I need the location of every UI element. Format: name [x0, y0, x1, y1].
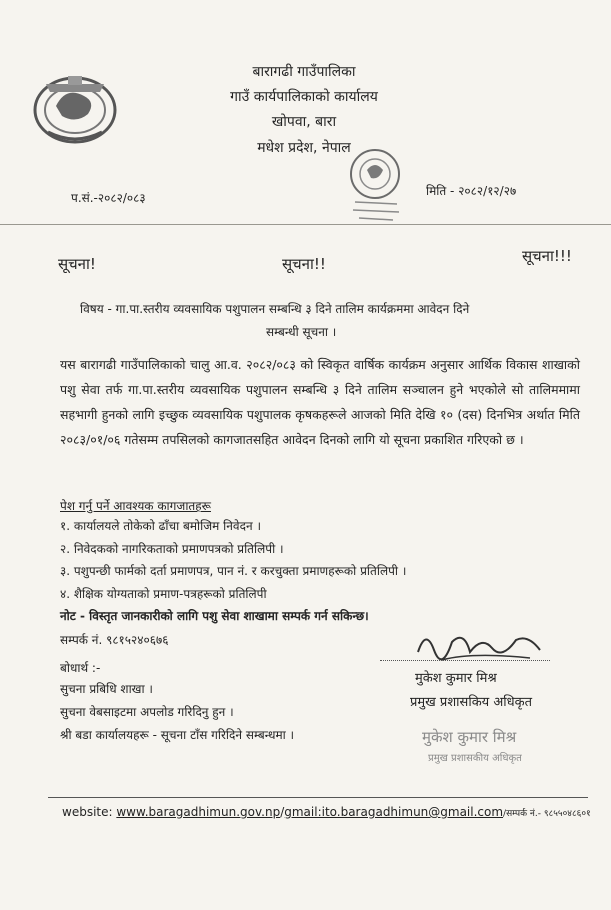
documents-heading: पेश गर्नु पर्ने आवश्यक कागजातहरू [60, 499, 211, 513]
cc-item-1: सुचना प्रबिधि शाखा । [60, 682, 153, 696]
municipality-emblem-icon [26, 66, 124, 148]
letter-date: मिति - २०८२/१२/२७ [426, 184, 517, 198]
office-name: गाउँ कार्यपालिकाको कार्यालय [230, 89, 378, 105]
name-stamp: मुकेश कुमार मिश्र [422, 728, 517, 746]
contact-number: सम्पर्क नं. ९८१५२४०६७६ [60, 633, 169, 647]
signatory-title: प्रमुख प्रशासकिय अधिकृत [410, 695, 533, 710]
office-stamp-icon [345, 146, 407, 222]
cc-item-2: सुचना वेबसाइटमा अपलोड गरिदिनु हुन । [60, 705, 234, 719]
cc-item-3: श्री बडा कार्यालयहरू - सूचना टाँस गरिदिने सम्बन्धमा । [60, 728, 295, 742]
footer-divider [48, 797, 588, 798]
letter-number: प.सं.-२०८२/०८३ [71, 191, 146, 205]
document-item-3: ३. पशुपन्छी फार्मको दर्ता प्रमाणपत्र, पान नं. र करचुक्ता प्रमाणहरूको प्रतिलिपी । [60, 564, 407, 578]
title-stamp: प्रमुख प्रशासकीय अधिकृत [428, 753, 522, 764]
signature-line [380, 660, 550, 661]
footer-separator: / [280, 805, 285, 819]
header-divider [0, 224, 611, 225]
cc-label: बोधार्थ :- [60, 661, 101, 675]
footer-bar [62, 805, 591, 819]
note-line: नोट - विस्तृत जानकारीको लागि पशु सेवा शाखामा सम्पर्क गर्न सकिन्छ। [60, 609, 369, 623]
notice-title-3: सूचना!!! [522, 247, 572, 265]
municipality-name: बारागढी गाउँपालिका [252, 64, 356, 80]
document-item-2: २. निवेदकको नागरिकताको प्रमाणपत्रको प्रतिलिपी । [60, 542, 284, 556]
email-link[interactable]: gmail:ito.baragadhimun@gmail.com [284, 805, 504, 819]
document-item-4: ४. शैक्षिक योग्यताको प्रमाण-पत्रहरूको प्रतिलिपी [60, 587, 267, 601]
address-line-1: खोपवा, बारा [271, 114, 337, 130]
address-line-2: मधेश प्रदेश, नेपाल [257, 140, 351, 156]
website-link[interactable]: www.baragadhimun.gov.np [116, 805, 281, 819]
body-paragraph: यस बारागढी गाउँपालिकाको चालु आ.व. २०८२/०८३ को स्विकृत वार्षिक कार्यक्रम अनुसार आर्थिक विकास शाखाको पशु सेवा तर्फ गा.पा.स्तरीय व्यवसायिक पशुपालन सम्बन्धि ३ दिने तालिम सञ्चालन हुने भएकोले सो तालिममामा सहभागी हुनको लागि इच्छुक व्यवसायिक पशुपालक कृषकहरूले आजको मिति देखि १० (दस) दिनभित्र अर्थात मिति २०८३/०१/०६ गतेसम्म तपसिलको कागजातसहित आवेदन दिनको लागि यो सूचना प्रकाशित गरिएको छ । [60, 357, 580, 447]
notice-title-1: सूचना! [58, 255, 96, 273]
signatory-name: मुकेश कुमार मिश्र [415, 671, 497, 686]
subject-line-1: विषय - गा.पा.स्तरीय व्यवसायिक पशुपालन सम्बन्धि ३ दिने तालिम कार्यक्रममा आवेदन दिने [80, 302, 470, 316]
footer-contact: /सम्पर्क नं.- ९८५५०४८६०१ [503, 809, 591, 819]
footer-label: website: [62, 805, 117, 819]
subject-line-2: सम्बन्धी सूचना । [266, 325, 337, 339]
notice-title-2: सूचना!! [282, 255, 326, 273]
document-item-1: १. कार्यालयले तोकेको ढाँचा बमोजिम निवेदन । [60, 519, 261, 533]
